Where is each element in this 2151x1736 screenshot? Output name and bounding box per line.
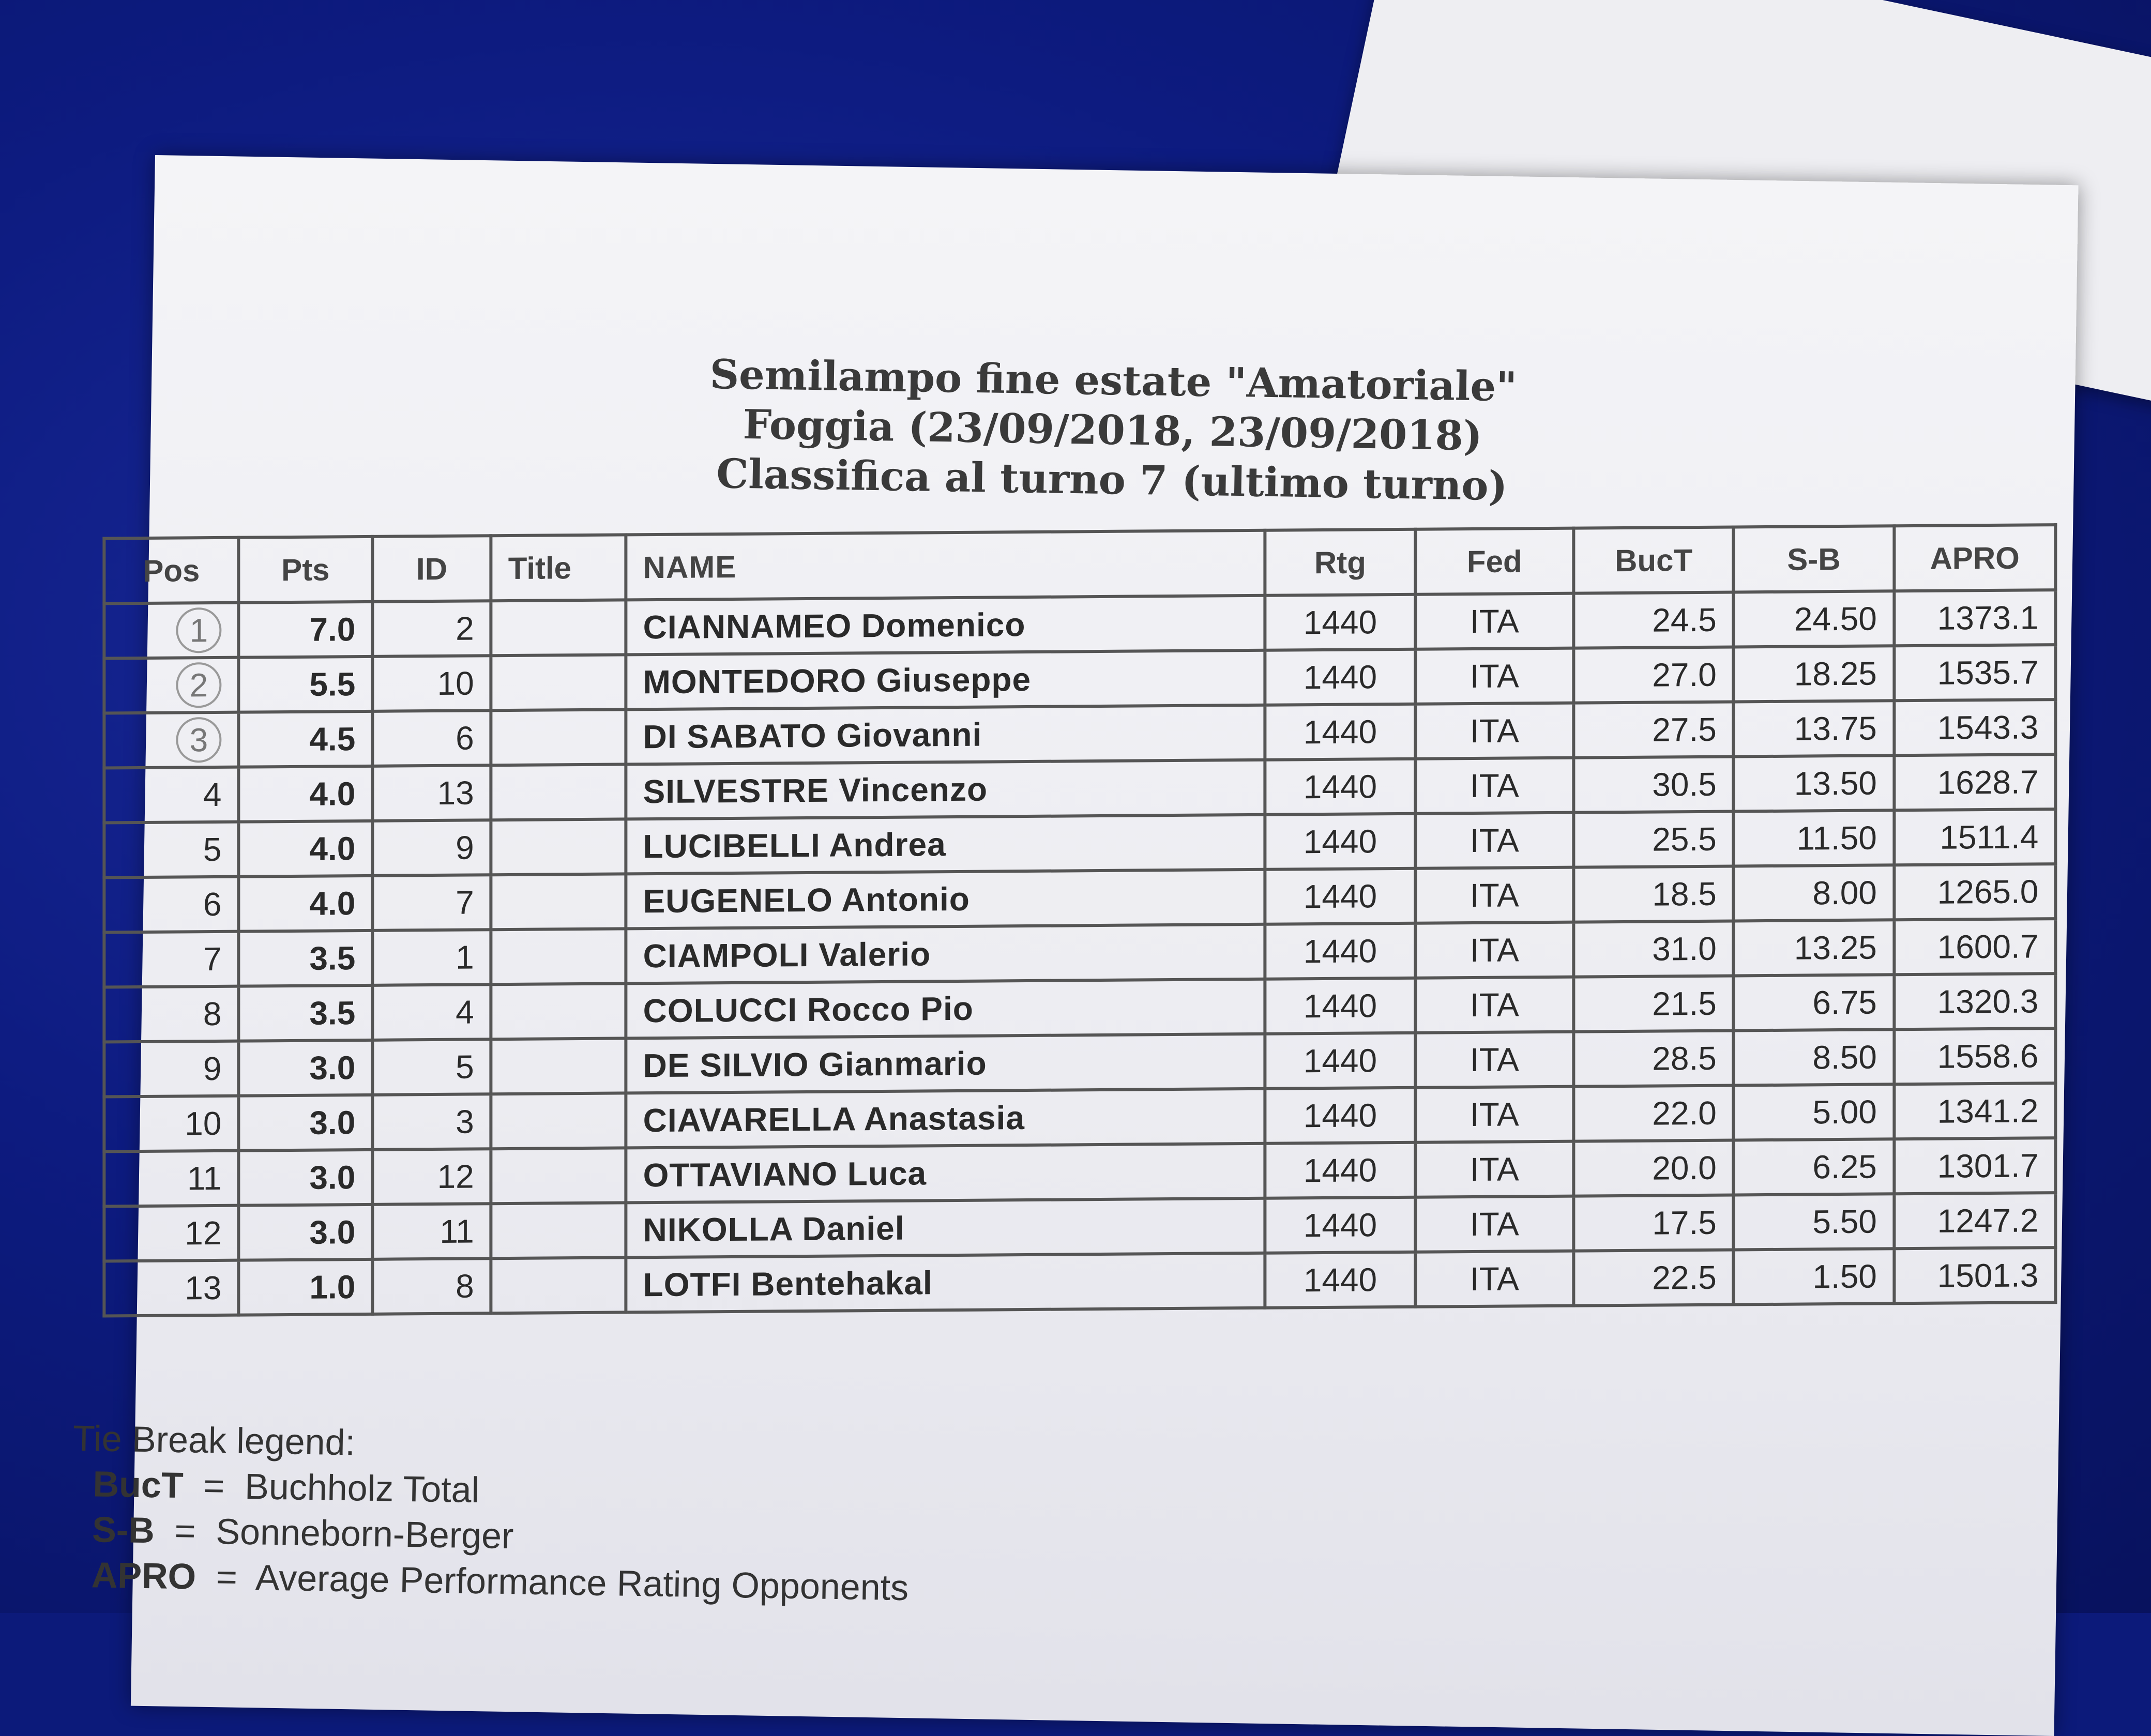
cell-sb: 8.00 <box>1734 865 1894 921</box>
cell-name: CIAMPOLI Valerio <box>626 924 1265 984</box>
legend-abbr: BucT <box>92 1464 184 1506</box>
cell-sb: 5.50 <box>1734 1194 1894 1250</box>
cell-sb: 18.25 <box>1734 646 1894 702</box>
cell-pos: 5 <box>104 822 238 878</box>
cell-pts: 4.0 <box>238 876 372 932</box>
cell-title <box>491 764 626 820</box>
cell-pos: 6 <box>104 877 238 933</box>
col-header-buct: BucT <box>1574 527 1734 593</box>
cell-rtg: 1440 <box>1265 1033 1415 1089</box>
cell-buct: 25.5 <box>1574 811 1734 867</box>
cell-apro: 1501.3 <box>1894 1247 2055 1303</box>
tournament-location-dates: Foggia (23/09/2018, 23/09/2018) <box>743 401 1483 460</box>
cell-pts: 3.5 <box>238 985 372 1041</box>
cell-fed: ITA <box>1415 813 1574 869</box>
cell-pts: 3.0 <box>238 1040 372 1096</box>
cell-title <box>491 1257 626 1313</box>
cell-title <box>491 654 626 710</box>
cell-apro: 1535.7 <box>1894 645 2055 701</box>
cell-sb: 6.25 <box>1734 1139 1894 1195</box>
circled-position: 3 <box>176 717 221 763</box>
cell-pts: 5.5 <box>238 657 372 712</box>
cell-apro: 1600.7 <box>1894 919 2055 974</box>
paper-sheet <box>72 155 2079 1736</box>
cell-rtg: 1440 <box>1265 1252 1415 1308</box>
cell-pos: 10 <box>104 1096 238 1152</box>
cell-id: 10 <box>372 656 491 711</box>
cell-fed: ITA <box>1415 1251 1574 1307</box>
cell-rtg: 1440 <box>1265 814 1415 870</box>
cell-pts: 1.0 <box>238 1259 372 1315</box>
cell-rtg: 1440 <box>1265 1088 1415 1144</box>
cell-pos: 8 <box>104 986 238 1042</box>
cell-pts: 4.0 <box>238 766 372 822</box>
cell-name: SILVESTRE Vincenzo <box>626 760 1265 819</box>
cell-rtg: 1440 <box>1265 759 1415 815</box>
cell-apro: 1373.1 <box>1894 590 2055 646</box>
cell-id: 11 <box>372 1204 491 1259</box>
cell-sb: 13.25 <box>1734 920 1894 976</box>
cell-rtg: 1440 <box>1265 1197 1415 1253</box>
cell-name: COLUCCI Rocco Pio <box>626 979 1265 1039</box>
tournament-title: Semilampo fine estate "Amatoriale" <box>709 351 1518 411</box>
cell-name: LOTFI Bentehakal <box>626 1253 1265 1313</box>
cell-buct: 20.0 <box>1574 1140 1734 1196</box>
cell-title <box>491 709 626 765</box>
legend-desc: Sonneborn-Berger <box>215 1511 514 1557</box>
cell-title <box>491 819 626 875</box>
cell-name: CIANNAMEO Domenico <box>626 596 1265 655</box>
legend-sep: = <box>174 1510 196 1551</box>
standings-table <box>102 523 2057 1317</box>
cell-id: 12 <box>372 1149 491 1205</box>
cell-pos: 7 <box>104 932 238 987</box>
cell-rtg: 1440 <box>1265 595 1415 650</box>
cell-pos <box>104 603 238 659</box>
standings-body <box>104 590 2055 1316</box>
cell-buct: 27.5 <box>1574 702 1734 757</box>
cell-sb: 6.75 <box>1734 974 1894 1030</box>
document-header <box>150 341 2076 520</box>
legend-sep: = <box>203 1465 225 1506</box>
cell-id: 8 <box>372 1258 491 1314</box>
cell-sb: 11.50 <box>1734 810 1894 866</box>
cell-pos: 12 <box>104 1206 238 1261</box>
cell-title <box>491 600 626 656</box>
cell-name: NIKOLLA Daniel <box>626 1198 1265 1258</box>
cell-fed: ITA <box>1415 1032 1574 1088</box>
cell-pts: 3.5 <box>238 931 372 986</box>
cell-pos: 13 <box>104 1260 238 1316</box>
cell-apro: 1301.7 <box>1894 1138 2055 1194</box>
cell-sb: 5.00 <box>1734 1084 1894 1140</box>
cell-name: OTTAVIANO Luca <box>626 1144 1265 1203</box>
cell-title <box>491 874 626 930</box>
cell-buct: 27.0 <box>1574 647 1734 703</box>
cell-id: 2 <box>372 601 491 657</box>
cell-sb: 8.50 <box>1734 1029 1894 1085</box>
cell-fed: ITA <box>1415 758 1574 814</box>
cell-buct: 28.5 <box>1574 1030 1734 1086</box>
cell-apro: 1265.0 <box>1894 864 2055 920</box>
cell-rtg: 1440 <box>1265 704 1415 760</box>
cell-pts: 3.0 <box>238 1150 372 1206</box>
legend-abbr: S-B <box>92 1509 155 1551</box>
cell-rtg: 1440 <box>1265 978 1415 1034</box>
cell-pos <box>104 658 238 713</box>
cell-buct: 22.0 <box>1574 1085 1734 1141</box>
cell-apro: 1511.4 <box>1894 809 2055 865</box>
cell-pts: 7.0 <box>238 602 372 658</box>
col-header-fed: Fed <box>1415 528 1574 595</box>
cell-id: 13 <box>372 765 491 821</box>
cell-title <box>491 1202 626 1258</box>
cell-title <box>491 983 626 1039</box>
tie-break-legend <box>70 1415 911 1610</box>
cell-name: LUCIBELLI Andrea <box>626 815 1265 874</box>
cell-buct: 17.5 <box>1574 1195 1734 1251</box>
cell-name: DE SILVIO Gianmario <box>626 1034 1265 1093</box>
cell-rtg: 1440 <box>1265 869 1415 924</box>
cell-apro: 1558.6 <box>1894 1028 2055 1084</box>
cell-id: 3 <box>372 1094 491 1150</box>
cell-name: DI SABATO Giovanni <box>626 705 1265 765</box>
cell-rtg: 1440 <box>1265 923 1415 979</box>
col-header-sb: S-B <box>1734 526 1894 592</box>
cell-buct: 30.5 <box>1574 756 1734 812</box>
cell-fed: ITA <box>1415 1141 1574 1197</box>
cell-buct: 22.5 <box>1574 1250 1734 1305</box>
cell-pos <box>104 712 238 768</box>
cell-pts: 4.5 <box>238 711 372 767</box>
cell-fed: ITA <box>1415 922 1574 978</box>
cell-apro: 1320.3 <box>1894 973 2055 1029</box>
col-header-pos: Pos <box>104 538 238 604</box>
legend-desc: Buchholz Total <box>244 1466 480 1511</box>
cell-pos: 9 <box>104 1041 238 1097</box>
cell-sb: 1.50 <box>1734 1248 1894 1304</box>
cell-name: EUGENELO Antonio <box>626 870 1265 929</box>
cell-title <box>491 1148 626 1204</box>
legend-desc: Average Performance Rating Opponents <box>255 1557 909 1608</box>
circled-position: 1 <box>176 607 221 653</box>
cell-fed: ITA <box>1415 648 1574 704</box>
cell-id: 6 <box>372 710 491 766</box>
cell-apro: 1628.7 <box>1894 754 2055 810</box>
cell-buct: 24.5 <box>1574 592 1734 648</box>
legend-title: Tie Break legend: <box>72 1418 356 1463</box>
cell-title <box>491 1038 626 1094</box>
cell-sb: 13.75 <box>1734 701 1894 756</box>
cell-sb: 13.50 <box>1734 755 1894 811</box>
cell-title <box>491 1093 626 1149</box>
col-header-name: NAME <box>626 530 1265 600</box>
legend-sep: = <box>216 1557 238 1597</box>
cell-pts: 4.0 <box>238 821 372 877</box>
cell-pos: 11 <box>104 1151 238 1207</box>
col-header-apro: APRO <box>1894 525 2055 591</box>
cell-fed: ITA <box>1415 703 1574 759</box>
cell-apro: 1341.2 <box>1894 1083 2055 1139</box>
cell-fed: ITA <box>1415 977 1574 1033</box>
cell-id: 4 <box>372 984 491 1040</box>
cell-id: 1 <box>372 930 491 985</box>
cell-buct: 18.5 <box>1574 866 1734 922</box>
cell-id: 7 <box>372 875 491 931</box>
cell-pts: 3.0 <box>238 1205 372 1260</box>
cell-rtg: 1440 <box>1265 1143 1415 1198</box>
col-header-title: Title <box>491 535 626 601</box>
cell-fed: ITA <box>1415 593 1574 649</box>
cell-buct: 21.5 <box>1574 976 1734 1031</box>
col-header-pts: Pts <box>238 537 372 603</box>
col-header-rtg: Rtg <box>1265 529 1415 596</box>
cell-id: 9 <box>372 820 491 876</box>
cell-name: MONTEDORO Giuseppe <box>626 650 1265 710</box>
standings-round: Classifica al turno 7 (ultimo turno) <box>716 450 1508 510</box>
cell-buct: 31.0 <box>1574 921 1734 977</box>
cell-apro: 1247.2 <box>1894 1193 2055 1248</box>
legend-abbr: APRO <box>91 1555 196 1597</box>
circled-position: 2 <box>176 662 221 708</box>
cell-title <box>491 928 626 984</box>
cell-fed: ITA <box>1415 867 1574 923</box>
cell-id: 5 <box>372 1039 491 1095</box>
cell-sb: 24.50 <box>1734 591 1894 647</box>
cell-fed: ITA <box>1415 1087 1574 1143</box>
cell-pos: 4 <box>104 767 238 823</box>
cell-apro: 1543.3 <box>1894 699 2055 755</box>
col-header-id: ID <box>372 536 491 602</box>
cell-rtg: 1440 <box>1265 649 1415 705</box>
cell-fed: ITA <box>1415 1196 1574 1252</box>
cell-pts: 3.0 <box>238 1095 372 1151</box>
cell-name: CIAVARELLA Anastasia <box>626 1089 1265 1148</box>
